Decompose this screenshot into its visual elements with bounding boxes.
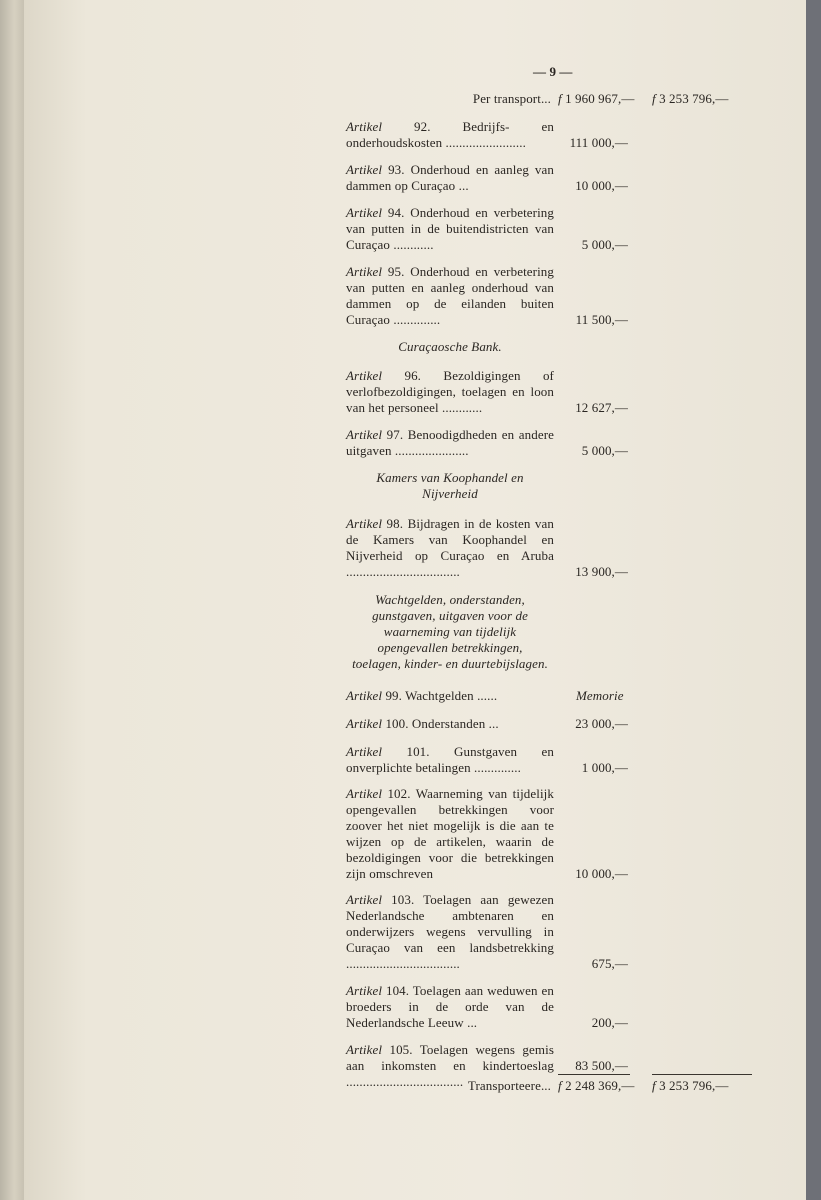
article-97: Artikel 97. Benoodigdheden en andere uitgaven ...................... [346,427,554,458]
transporteere-amount-b: f 3 253 796,— [652,1078,729,1093]
article-93: Artikel 93. Onderhoud en aanleg van dammen op Curaçao ... [346,162,554,193]
article-101-amount: 1 000,— [581,760,628,775]
article-105: Artikel 105. Toelagen wegens gemis aan inkomsten en kindertoeslag ................................... [346,1042,554,1089]
article-97-amount: 5 000,— [581,443,628,458]
article-95: Artikel 95. Onderhoud en verbetering van putten en aanleg onderhoud van dammen op de eilanden buiten Curaçao .............. [346,264,554,327]
article-100-amount: 23 000,— [575,716,628,731]
article-98: Artikel 98. Bijdragen in de kosten van de Kamers van Koophandel en Nijverheid op Curaçao en Aruba .................................. [346,516,554,579]
per-transport-row [346,91,766,107]
transporteere-amount-a: f 2 248 369,— [558,1078,635,1093]
total-rule-a [558,1074,630,1075]
article-94: Artikel 94. Onderhoud en verbetering van putten in de buitendistricten van Curaçao ............ [346,205,554,252]
article-99-amount: Memorie [576,688,624,703]
article-96: Artikel 96. Bezoldigingen of verlofbezoldigingen, toelagen en loon van het personeel ............ [346,368,554,415]
article-98-amount: 13 900,— [575,564,628,579]
per-transport-label: Per transport... [472,91,551,106]
article-103: Artikel 103. Toelagen aan gewezen Nederlandsche ambtenaren en onderwijzers wegens vervulling in Curaçao van een landsbetrekking .................................. [346,892,554,971]
page-number: — 9 — [533,64,573,79]
heading-wachtgelden: Wachtgelden, onderstanden, gunstgaven, uitgaven voor de waarneming van tijdelijk opengevallen betrekkingen, toelagen, kinder- en duurtebijslagen. [352,592,548,671]
article-94-amount: 5 000,— [581,237,628,252]
per-transport-amount-a: f 1 960 967,— [558,91,635,106]
transporteere-label: Transporteere... [467,1078,551,1093]
per-transport-amount-b: f 3 253 796,— [652,91,729,106]
article-100: Artikel 100. Onderstanden ... [346,716,499,731]
article-103-amount: 675,— [591,956,628,971]
article-101: Artikel 101. Gunstgaven en onverplichte betalingen .............. [346,744,554,775]
article-96-amount: 12 627,— [575,400,628,415]
transporteere-row [346,1078,766,1094]
article-95-amount: 11 500,— [575,312,628,327]
adjacent-page-edge [0,0,24,1200]
total-rule-b [652,1074,752,1075]
article-102-amount: 10 000,— [575,866,628,881]
article-99: Artikel 99. Wachtgelden ...... [346,688,498,703]
article-104-amount: 200,— [591,1015,628,1030]
article-102: Artikel 102. Waarneming van tijdelijk opengevallen betrekkingen voor zoover het niet mogelijk is die aan te wijzen op de artikelen, waarin de bezoldigingen voor die betrekkingen zijn omschreven [346,786,554,881]
scan-background [806,0,821,1200]
article-105-amount: 83 500,— [575,1058,628,1073]
heading-kamers-van-koophandel: Kamers van Koophandel en Nijverheid [376,470,524,501]
heading-curacaosche-bank: Curaçaosche Bank. [398,339,502,354]
article-92-amount: 111 000,— [569,135,628,150]
article-92: Artikel 92. Bedrijfs- en onderhoudskosten ........................ [346,119,554,150]
article-93-amount: 10 000,— [575,178,628,193]
article-104: Artikel 104. Toelagen aan weduwen en broeders in de orde van de Nederlandsche Leeuw ... [346,983,554,1030]
